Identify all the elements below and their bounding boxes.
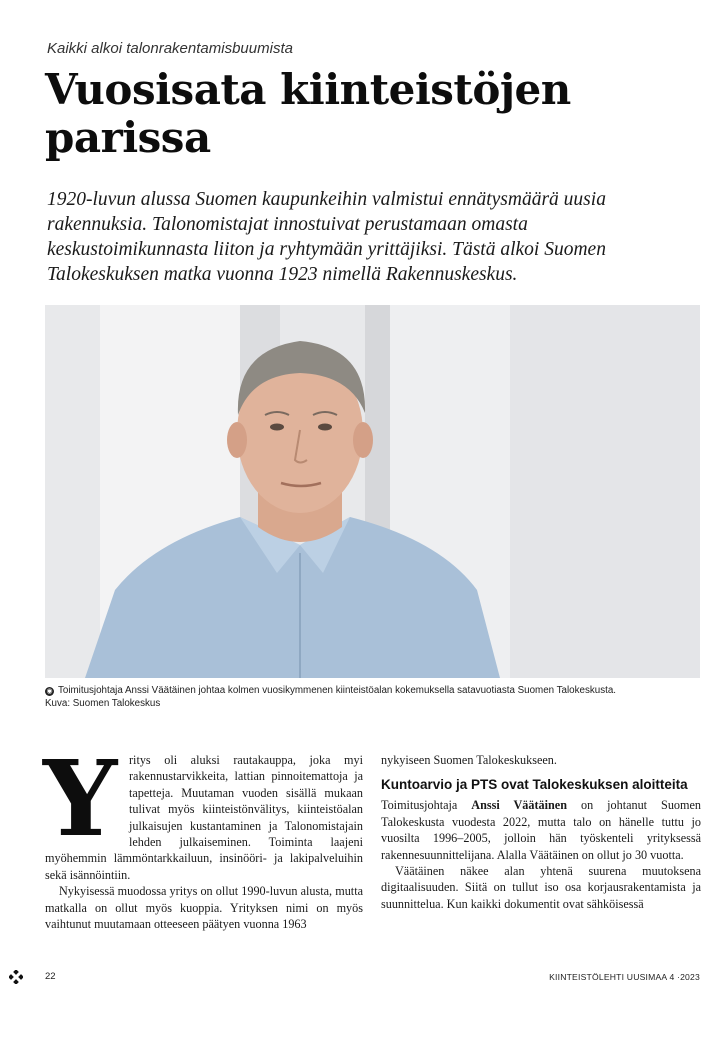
article-headline: Vuosisata kiinteistöjen parissa xyxy=(45,65,571,162)
drop-cap: Y xyxy=(43,737,118,860)
photo-caption xyxy=(45,684,695,710)
page-number: 22 xyxy=(45,971,56,982)
body-column-right xyxy=(381,752,701,912)
text-run: Toimitusjohtaja xyxy=(381,798,472,813)
section-subheading: Kuntoarvio ja PTS ovat Talokeskuksen aloitteita xyxy=(381,777,688,793)
body-paragraph xyxy=(381,797,701,863)
publication-name: KIINTEISTÖLEHTI UUSIMAA 4 ·2023 xyxy=(549,972,700,982)
caption-text: Toimitusjohtaja Anssi Väätäinen johtaa kolmen vuosikymmenen kiinteistöalan kokemuksella satavuotiasta Suomen Talokeskusta. xyxy=(58,685,617,696)
caption-credit: Kuva: Suomen Talokeskus xyxy=(45,698,161,709)
body-column-left xyxy=(43,737,363,932)
body-paragraph: Väätäinen näkee alan yhtenä suurena muutoksena digitaalisuuden. Siitä on tullut iso osa korjausrakentamista ja suunnittelua. Kun kaikki dokumentit ovat sähköisessä xyxy=(381,864,701,911)
portrait-photo xyxy=(45,305,700,678)
body-paragraph: nykyiseen Suomen Talokeskukseen. xyxy=(381,753,557,767)
body-paragraph: ritys oli aluksi rautakauppa, joka myi rakennustarvikkeita, lattian pinnoitemattoja ja tapetteja. Muutaman vuoden sisällä mukaan tulivat myös kiinteistönvälitys, kiinteistöalan julkaisujen kustantaminen ja Talonomistajain lehden julkaiseminen. Toiminta laajeni myöhemmin lämmöntarkkailuun, insinööri- ja lakipalveluihin sekä isännöintiin. xyxy=(45,753,363,882)
article-kicker: Kaikki alkoi talonrakentamisbuumista xyxy=(47,40,293,57)
camera-icon: ◉ xyxy=(46,688,53,695)
portrait-illustration xyxy=(45,305,700,678)
diamond-logo-icon xyxy=(9,970,23,984)
person-name: Anssi Väätäinen xyxy=(471,798,567,813)
text-run: on johtanut Suomen Talokeskusta vuodesta 2022, mutta talo on hänelle tuttu jo vuosilta 1996–2005, jolloin hän työskenteli yrityksessä rakennesuunnittelijana. Alalla Väätäinen on ollut jo 30 vuotta. xyxy=(381,798,701,862)
body-paragraph: Nykyisessä muodossa yritys on ollut 1990-luvun alusta, mutta matkalla on ollut myös kuoppia. Yrityksen nimi on myös vaihtunut muutamaan otteeseen päätyen vuonna 1963 xyxy=(45,884,363,932)
article-lead: 1920-luvun alussa Suomen kaupunkeihin valmistui ennätysmäärä uusia rakennuksia. Talonomistajat innostuivat perustamaan omasta keskustoimikunnasta liiton ja ryhtymään yrittäjiksi. Tästä alkoi Suomen Talokeskuksen matka vuonna 1923 nimellä Rakennuskeskus. xyxy=(47,189,606,285)
